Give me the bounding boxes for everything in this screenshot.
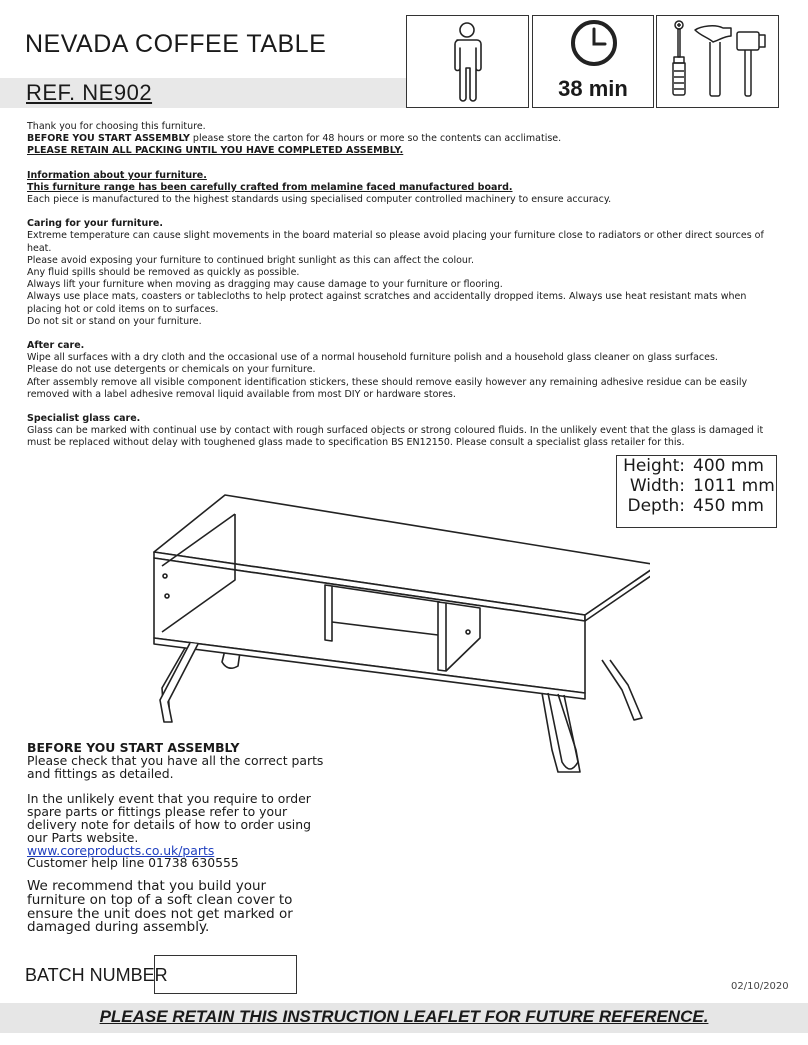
caring-line: Always lift your furniture when moving as dragging may cause damage to your furniture or flooring. [27, 279, 503, 291]
retain-packing-text: PLEASE RETAIN ALL PACKING UNTIL YOU HAVE COMPLETED ASSEMBLY. [27, 145, 404, 157]
after-care-line: Wipe all surfaces with a dry cloth and the occasional use of a normal household furniture polish and a household glass cleaner on glass surfaces. [27, 352, 718, 364]
care-instructions [27, 121, 782, 450]
after-care-heading: After care. [27, 340, 85, 352]
parts-website-link[interactable]: www.coreproducts.co.uk/parts [27, 842, 215, 858]
table-divider [438, 602, 446, 671]
before-assembly-bold: BEFORE YOU START ASSEMBLY [27, 133, 190, 145]
after-care-line: After assembly remove all visible component identification stickers, these should remove easily however any remaining adhesive residue can be easily removed with a label adhesive removal liquid available from most DIY or hardware stores. [27, 376, 748, 400]
tools-icon [657, 16, 778, 107]
recommend-text: We recommend that you build your furniture on top of a soft clean cover to ensure the unit does not get marked or damaged during assembly. [27, 878, 293, 936]
people-count-box [406, 15, 529, 108]
table-divider [325, 585, 332, 641]
caring-line: Any fluid spills should be removed as quickly as possible. [27, 267, 300, 279]
glass-care-heading: Specialist glass care. [27, 413, 141, 425]
caring-line: Please avoid exposing your furniture to continued bright sunlight as this can affect the colour. [27, 254, 474, 266]
caring-line: Always use place mats, coasters or tablecloths to help protect against scratches and accidentally dropped items. Always use heat resistant mats when placing hot or cold items on to surfaces. [27, 291, 747, 315]
height-label: Height: [623, 456, 685, 476]
height-value: 400 mm [693, 456, 764, 476]
coffee-table-illustration [150, 490, 650, 780]
height-row [617, 456, 776, 476]
caring-line: Do not sit or stand on your furniture. [27, 315, 202, 327]
info-heading: Information about your furniture. [27, 169, 207, 181]
after-care-line: Please do not use detergents or chemicals on your furniture. [27, 364, 316, 376]
batch-number-field [154, 955, 297, 994]
spares-text: In the unlikely event that you require to order spare parts or fittings please refer to your delivery note for details of how to order using our Parts website. [27, 791, 311, 845]
info-subheading: This furniture range has been carefully crafted from melamine faced manufactured board. [27, 181, 513, 193]
print-date: 02/10/2020 [731, 981, 789, 992]
width-label: Width: [629, 476, 685, 496]
assembly-check-text: Please check that you have all the correct parts and fittings as detailed. [27, 752, 324, 781]
assembly-notes [27, 742, 327, 870]
footer-notice: PLEASE RETAIN THIS INSTRUCTION LEAFLET FOR FUTURE REFERENCE. [99, 1007, 709, 1026]
before-assembly-text: please store the carton for 48 hours or more so the contents can acclimatise. [189, 133, 562, 145]
before-assembly-line [27, 133, 782, 145]
helpline-text: Customer help line 01738 630555 [27, 855, 239, 871]
clock-icon [533, 16, 653, 76]
depth-label: Depth: [627, 496, 685, 516]
caring-heading: Caring for your furniture. [27, 218, 163, 230]
glass-care-line: Glass can be marked with continual use by contact with rough surfaced objects or strong coloured fluids. In the unlikely event that the glass is damaged it must be replaced without delay with toughened glass made to specification BS EN12150. Please consult a specialist glass retailer for this. [27, 425, 764, 449]
assembly-time: 38 min [558, 76, 628, 101]
width-value: 1011 mm [693, 476, 775, 496]
assembly-heading: BEFORE YOU START ASSEMBLY [27, 740, 240, 755]
person-icon [407, 16, 528, 107]
thanks-text: Thank you for choosing this furniture. [27, 121, 206, 132]
info-line: Each piece is manufactured to the highest standards using specialised computer controlled machinery to ensure accuracy. [27, 194, 612, 206]
table-leg [602, 660, 642, 720]
caring-line: Extreme temperature can cause slight movements in the board material so please avoid placing your furniture close to radiators or other direct sources of heat. [27, 230, 764, 254]
batch-number-label: BATCH NUMBER [25, 965, 168, 985]
page-title: NEVADA COFFEE TABLE [25, 30, 327, 58]
tools-box [656, 15, 779, 108]
depth-value: 450 mm [693, 496, 764, 516]
product-ref: REF. NE902 [26, 80, 153, 105]
